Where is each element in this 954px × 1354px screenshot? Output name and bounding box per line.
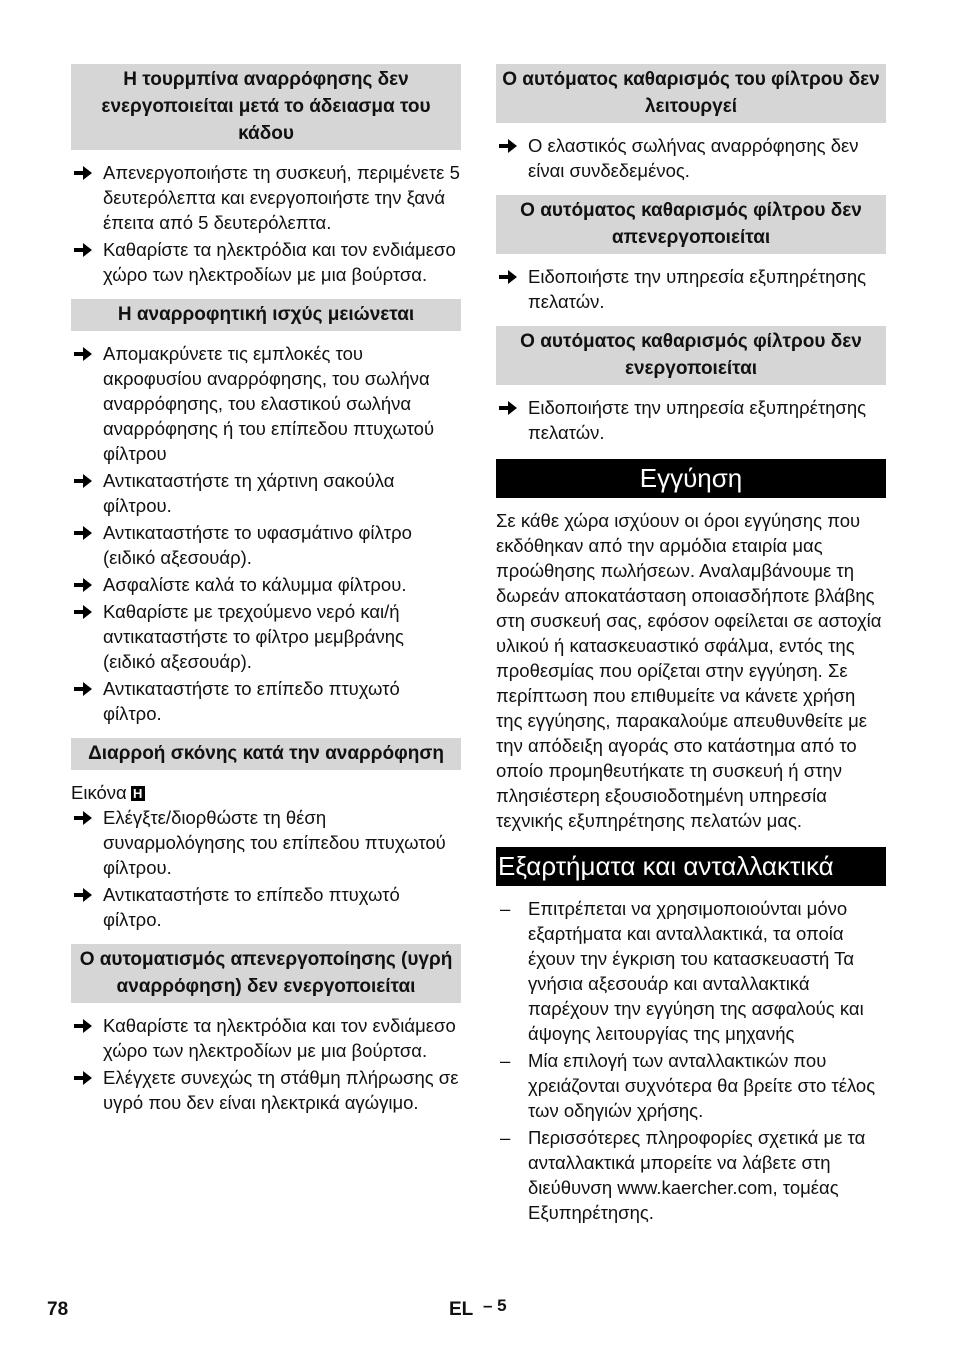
arrow-right-icon — [74, 887, 92, 903]
arrow-right-icon — [74, 165, 92, 181]
arrow-right-icon — [74, 604, 92, 620]
arrow-right-icon — [499, 400, 517, 416]
list-item-text: Αντικαταστήστε τη χάρτινη σακούλα φίλτρου. — [103, 470, 395, 516]
list-item — [71, 599, 461, 674]
arrow-right-icon — [74, 525, 92, 541]
list-item-text: Απομακρύνετε τις εμπλοκές του ακροφυσίου αναρρόφησης, του σωλήνα αναρρόφησης, του ελαστικού σωλήνα αναρρόφησης ή του επίπεδου πτυχωτού φίλτρου — [103, 343, 435, 464]
list-item — [71, 341, 461, 466]
left-column — [71, 64, 461, 1117]
list-item-text: Ελέγξτε/διορθώστε τη θέση συναρμολόγησης του επίπεδου πτυχωτού φίλτρου. — [103, 807, 446, 878]
list-item — [496, 133, 886, 183]
list-item — [496, 395, 886, 445]
arrow-right-icon — [499, 138, 517, 154]
list-item-text: Ειδοποιήστε την υπηρεσία εξυπηρέτησης πελατών. — [528, 397, 867, 443]
list-item-text: Ο ελαστικός σωλήνας αναρρόφησης δεν είναι συνδεδεμένος. — [528, 135, 859, 181]
figure-reference — [71, 780, 461, 805]
section-heading-filter-cleaning-not-off: Ο αυτόματος καθαρισμός φίλτρου δεν απενεργοποιείται — [496, 195, 886, 254]
list-item-text: Καθαρίστε με τρεχούμενο νερό και/ή αντικαταστήστε το φίλτρο μεμβράνης (ειδικό αξεσουάρ). — [103, 601, 404, 672]
dash-bullet: – — [500, 898, 511, 919]
list-item-text: Επιτρέπεται να χρησιμοποιούνται μόνο εξαρτήματα και ανταλλακτικά, τα οποία έχουν την έγκριση του κατασκευαστή Τα γνήσια αξεσουάρ και ανταλλακτικά παρέχουν την εγγύηση της ασφαλούς και άψογης λειτουργίας της μηχανής — [528, 898, 864, 1044]
list-item-text: Καθαρίστε τα ηλεκτρόδια και τον ενδιάμεσο χώρο των ηλεκτροδίων με μια βούρτσα. — [103, 239, 456, 285]
arrow-right-icon — [74, 1070, 92, 1086]
list-item — [496, 1125, 886, 1225]
language-code: EL — [449, 1299, 474, 1320]
list-item — [71, 160, 461, 235]
list-item-text: Αντικαταστήστε το υφασμάτινο φίλτρο (ειδικό αξεσουάρ). — [103, 522, 412, 568]
list-item — [496, 1048, 886, 1123]
list-item — [71, 572, 461, 597]
dash-bullet: – — [500, 1050, 511, 1071]
dash-bullet: – — [500, 1127, 511, 1148]
list-item-text: Απενεργοποιήστε τη συσκευή, περιμένετε 5 δευτερόλεπτα και ενεργοποιήστε την ξανά έπειτα από 5 δευτερόλεπτα. — [103, 162, 460, 233]
list-item — [71, 882, 461, 932]
section-heading-turbine: Η τουρμπίνα αναρρόφησης δεν ενεργοποιείται μετά το άδειασμα του κάδου — [71, 64, 461, 150]
list-item — [496, 896, 886, 1046]
list-item-text: Μία επιλογή των ανταλλακτικών που χρειάζονται συχνότερα θα βρείτε στο τέλος των οδηγιών χρήσης. — [528, 1050, 876, 1121]
list-item — [71, 676, 461, 726]
list-item — [71, 468, 461, 518]
arrow-right-icon — [74, 810, 92, 826]
section-heading-filter-cleaning-fails: Ο αυτόματος καθαρισμός του φίλτρου δεν λειτουργεί — [496, 64, 886, 123]
list-item-text: Ασφαλίστε καλά το κάλυμμα φίλτρου. — [103, 574, 407, 595]
arrow-right-icon — [74, 346, 92, 362]
parts-heading: Εξαρτήματα και ανταλλακτικά — [496, 847, 886, 886]
arrow-right-icon — [74, 577, 92, 593]
list-item — [496, 264, 886, 314]
list-item — [71, 805, 461, 880]
list-item-text: Αντικαταστήστε το επίπεδο πτυχωτό φίλτρο. — [103, 884, 400, 930]
section-heading-suction-power: Η αναρροφητική ισχύς μειώνεται — [71, 299, 461, 331]
arrow-right-icon — [499, 269, 517, 285]
list-item — [71, 237, 461, 287]
page-number: 78 — [47, 1299, 69, 1320]
list-item-text: Καθαρίστε τα ηλεκτρόδια και τον ενδιάμεσο χώρο των ηλεκτροδίων με μια βούρτσα. — [103, 1015, 456, 1061]
list-item — [71, 1013, 461, 1063]
list-item-text: Ελέγχετε συνεχώς τη στάθμη πλήρωσης σε υγρό που δεν είναι ηλεκτρικά αγώγιμο. — [103, 1067, 459, 1113]
arrow-right-icon — [74, 681, 92, 697]
section-heading-auto-shutoff: Ο αυτοματισμός απενεργοποίησης (υγρή αναρρόφηση) δεν ενεργοποιείται — [71, 944, 461, 1003]
arrow-right-icon — [74, 1018, 92, 1034]
list-item — [71, 1065, 461, 1115]
list-item-text: Περισσότερες πληροφορίες σχετικά με τα ανταλλακτικά μπορείτε να λάβετε στη διεύθυνση www.kaercher.com, τομέας Εξυπηρέτησης. — [528, 1127, 866, 1223]
warranty-heading: Εγγύηση — [496, 459, 886, 498]
section-heading-dust-leak: Διαρροή σκόνης κατά την αναρρόφηση — [71, 738, 461, 770]
list-item-text: Αντικαταστήστε το επίπεδο πτυχωτό φίλτρο. — [103, 678, 400, 724]
list-item-text: Ειδοποιήστε την υπηρεσία εξυπηρέτησης πελατών. — [528, 266, 867, 312]
arrow-right-icon — [74, 473, 92, 489]
figure-label: Εικόνα — [71, 782, 127, 803]
arrow-right-icon — [74, 242, 92, 258]
figure-badge: H — [131, 786, 145, 801]
list-item — [71, 520, 461, 570]
right-column — [496, 64, 886, 1227]
section-heading-filter-cleaning-not-on: Ο αυτόματος καθαρισμός φίλτρου δεν ενεργοποιείται — [496, 326, 886, 385]
warranty-text: Σε κάθε χώρα ισχύουν οι όροι εγγύησης που εκδόθηκαν από την αρμόδια εταιρία μας προώθησης πωλήσεων. Αναλαμβάνουμε τη δωρεάν αποκατάσταση οποιασδήποτε βλάβης στη συσκευή σας, εφόσον οφείλεται σε αστοχία υλικού ή κατασκευαστικό σφάλμα, εντός της προθεσμίας που ορίζεται στην εγγύηση. Σε περίπτωση που επιθυμείτε να κάνετε χρήση της εγγύησης, παρακαλούμε απευθυνθείτε με την απόδειξη αγοράς στο κατάστημα από το οποίο προμηθευτήκατε τη συσκευή ή στην πλησιέστερη εξουσιοδοτημένη υπηρεσία τεχνικής εξυπηρέτησης πελατών μας. — [496, 510, 882, 831]
section-page-number: – 5 — [483, 1296, 507, 1315]
